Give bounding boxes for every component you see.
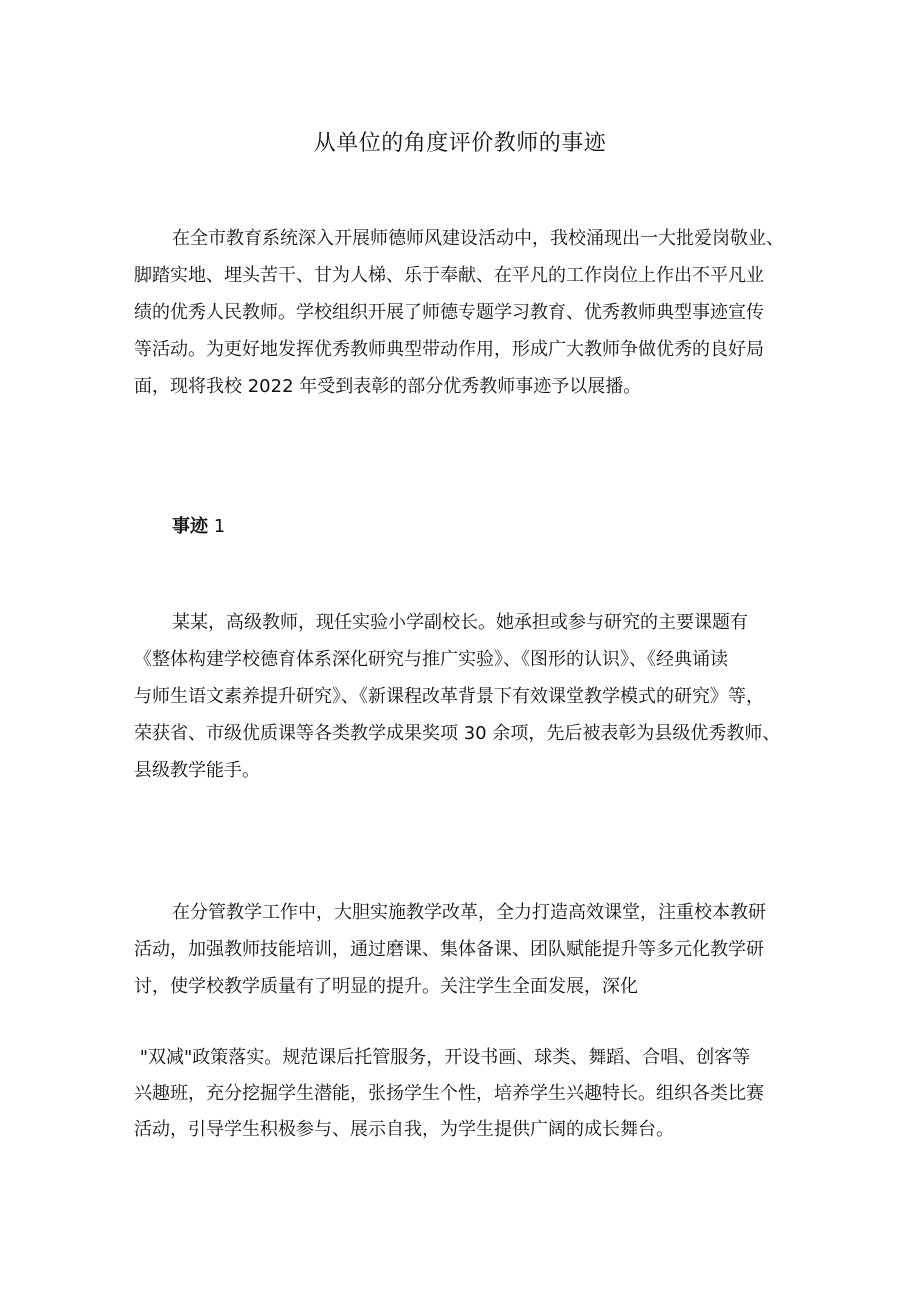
section-heading-label: 事迹 <box>172 516 208 537</box>
paragraph-line: 《整体构建学校德育体系深化研究与推广实验》、《图形的认识》、《经典诵读 <box>134 649 728 670</box>
achievement-paragraph-3 <box>134 1040 786 1148</box>
page-title: 从单位的角度评价教师的事迹 <box>313 131 607 156</box>
paragraph-line: 荣获省、市级优质课等各类教学成果奖项 30 余项，先后被表彰为县级优秀教师、 <box>134 723 781 744</box>
paragraph-line: 在全市教育系统深入开展师德师风建设活动中，我校涌现出一大批爱岗敬业、 <box>172 228 784 249</box>
achievement-paragraph-2 <box>134 894 786 1005</box>
paragraph-line: 县级教学能手。 <box>134 760 260 781</box>
paragraph-line: 某某，高级教师，现任实验小学副校长。她承担或参与研究的主要课题有 <box>172 612 748 633</box>
paragraph-line: 脚踏实地、埋头苦干、甘为人梯、乐于奉献、在平凡的工作岗位上作出不平凡业 <box>134 265 764 286</box>
section-heading <box>172 513 225 541</box>
paragraph-line: "双减"政策落实。规范课后托管服务，开设书画、球类、舞蹈、合唱、创客等 <box>134 1047 751 1068</box>
paragraph-line: 绩的优秀人民教师。学校组织开展了师德专题学习教育、优秀教师典型事迹宣传 <box>134 302 764 323</box>
paragraph-line: 面，现将我校 2022 年受到表彰的部分优秀教师事迹予以展播。 <box>134 376 642 397</box>
paragraph-line: 兴趣班，充分挖掘学生潜能，张扬学生个性，培养学生兴趣特长。组织各类比赛 <box>134 1083 764 1104</box>
paragraph-line: 在分管教学工作中，大胆实施教学改革，全力打造高效课堂，注重校本教研 <box>172 902 766 923</box>
paragraph-line: 等活动。为更好地发挥优秀教师典型带动作用，形成广大教师争做优秀的良好局 <box>134 339 764 360</box>
section-heading-number: 1 <box>208 516 226 537</box>
paragraph-line: 讨，使学校教学质量有了明显的提升。关注学生全面发展，深化 <box>134 976 638 997</box>
paragraph-line: 与师生语文素养提升研究》、《新课程改革背景下有效课堂教学模式的研究》等， <box>134 686 764 707</box>
paragraph-line: 活动，加强教师技能培训，通过磨课、集体备课、团队赋能提升等多元化教学研 <box>134 939 764 960</box>
achievement-paragraph-1 <box>134 604 786 789</box>
paragraph-line: 活动，引导学生积极参与、展示自我，为学生提供广阔的成长舞台。 <box>134 1119 674 1140</box>
intro-paragraph <box>134 220 786 405</box>
